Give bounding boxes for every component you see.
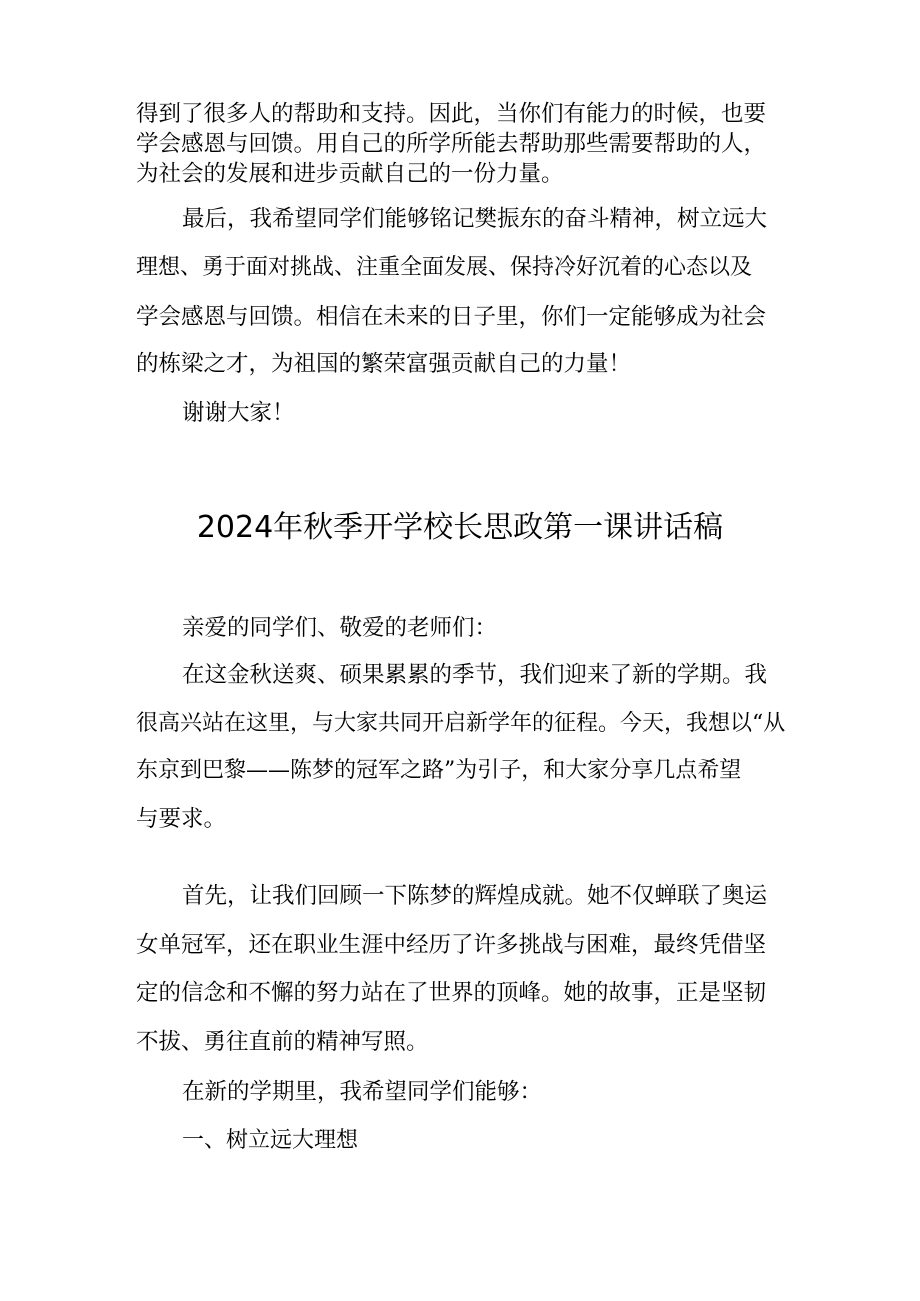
speech-title: 2024年秋季开学校长思政第一课讲话稿 xyxy=(196,510,724,545)
paragraph-line: 学会感恩与回馈。用自己的所学所能去帮助那些需要帮助的人， xyxy=(136,131,767,157)
paragraph-line: 最后，我希望同学们能够铭记樊振东的奋斗精神，树立远大 xyxy=(182,206,768,232)
paragraph-line: 在这金秋送爽、硕果累累的季节，我们迎来了新的学期。我 xyxy=(182,662,768,688)
paragraph-line: 为社会的发展和进步贡献自己的一份力量。 xyxy=(136,161,564,187)
greeting: 亲爱的同学们、敬爱的老师们： xyxy=(182,615,498,641)
paragraph-line: 不拔、勇往直前的精神写照。 xyxy=(136,1029,429,1055)
paragraph-line: 得到了很多人的帮助和支持。因此，当你们有能力的时候，也要 xyxy=(136,101,767,127)
paragraph-line: 首先，让我们回顾一下陈梦的辉煌成就。她不仅蝉联了奥运 xyxy=(182,883,768,909)
paragraph-line: 定的信念和不懈的努力站在了世界的顶峰。她的故事，正是坚韧 xyxy=(136,980,767,1006)
section-heading: 一、树立远大理想 xyxy=(182,1128,359,1153)
paragraph-line: 学会感恩与回馈。相信在未来的日子里，你们一定能够成为社会 xyxy=(136,304,767,330)
closing-line: 谢谢大家！ xyxy=(182,400,295,426)
paragraph-line: 的栋梁之才，为祖国的繁荣富强贡献自己的力量！ xyxy=(136,351,632,377)
paragraph-line: 理想、勇于面对挑战、注重全面发展、保持冷好沉着的心态以及 xyxy=(136,255,753,280)
paragraph-line: 很高兴站在这里，与大家共同开启新学年的征程。今天，我想以“从 xyxy=(136,711,786,736)
paragraph-line: 在新的学期里，我希望同学们能够： xyxy=(182,1079,543,1105)
paragraph-line: 与要求。 xyxy=(136,806,227,832)
paragraph-line: 女单冠军，还在职业生涯中经历了许多挑战与困难，最终凭借坚 xyxy=(136,932,767,958)
paragraph-line: 东京到巴黎——陈梦的冠军之路”为引子，和大家分享几点希望 xyxy=(136,758,742,783)
